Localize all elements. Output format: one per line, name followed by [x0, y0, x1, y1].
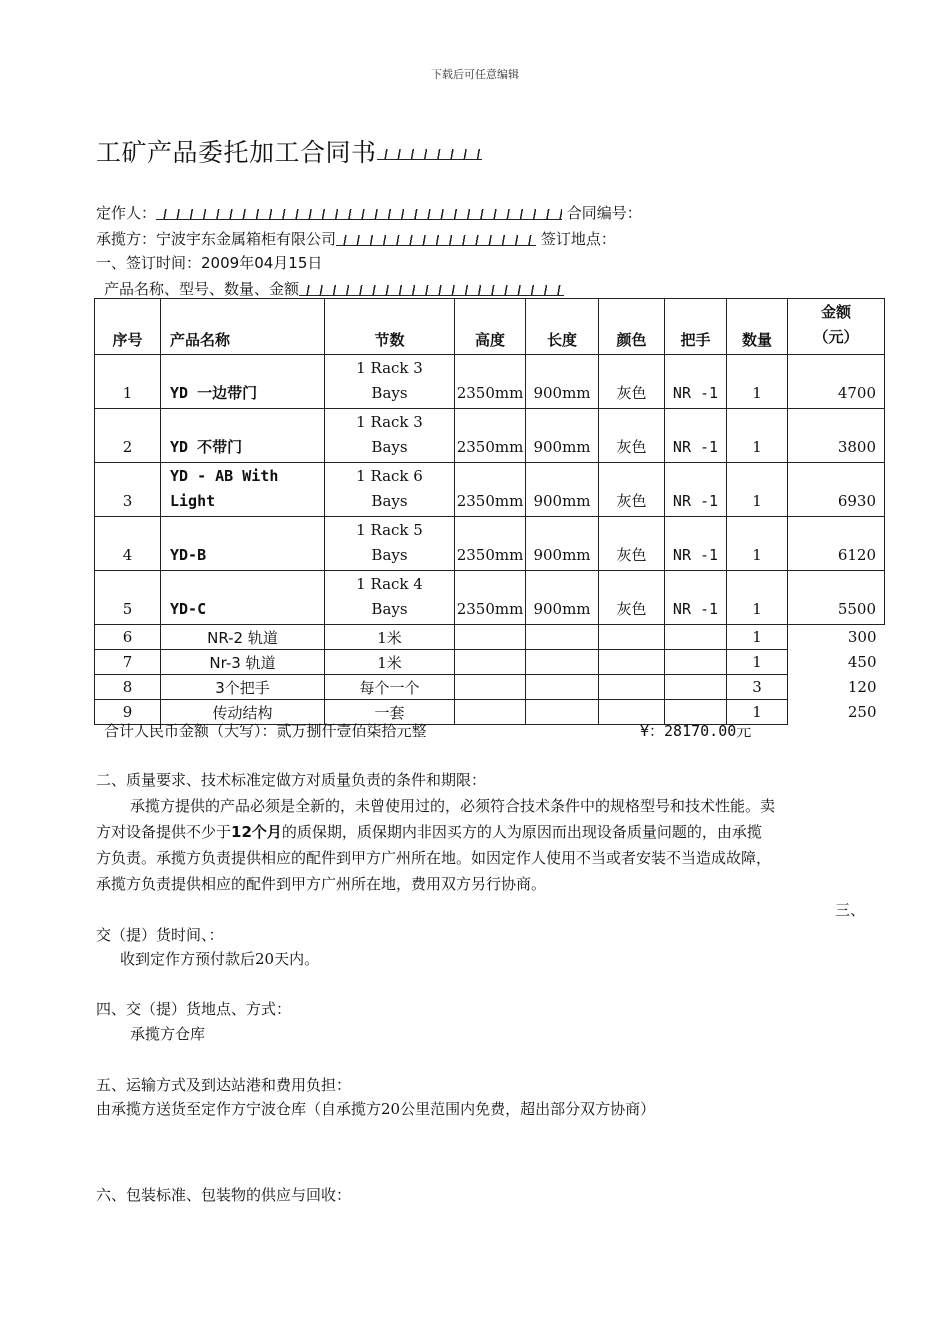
sections-line2: Bays [371, 384, 408, 402]
row-length: 900mm [526, 463, 599, 517]
section-2-line3: 方负责。承揽方负责提供相应的配件到甲方广州所在地。如因定作人使用不当或者安装不当造成故障， [96, 849, 772, 867]
contract-no-label: 合同编号： [566, 204, 642, 222]
row-handle [665, 675, 727, 700]
title-text: 工矿产品委托加工合同书 [96, 138, 377, 167]
header-cell: 序号 [95, 299, 161, 355]
sign-time-label: 一、签订时间： [96, 254, 202, 272]
row-amount: 300 [847, 628, 877, 647]
sections-line1: 1 Rack 4 [356, 575, 423, 593]
product-line [104, 278, 564, 299]
table-row [95, 463, 885, 517]
row-handle: NR -1 [665, 517, 727, 571]
header-amount-line1: 金额 [820, 303, 851, 321]
sections-line1: 1 Rack 6 [356, 467, 423, 485]
header-cell: 节数 [325, 299, 455, 355]
row-qty: 1 [727, 409, 788, 463]
row-sections [325, 517, 455, 571]
row-length: 900mm [526, 517, 599, 571]
sections-line1: 1 Rack 5 [356, 521, 423, 539]
row-qty: 1 [727, 650, 788, 675]
row-amount: 6120 [788, 517, 885, 571]
row-height: 2350mm [455, 355, 526, 409]
row-no: 5 [95, 571, 161, 625]
contractor-name: 宁波宇东金属箱柜有限公司 [156, 230, 337, 248]
row-color: 灰色 [599, 571, 665, 625]
section-3-body: 收到定作方预付款后20天内。 [120, 950, 320, 968]
row-length: 900mm [526, 409, 599, 463]
product-line-blank [299, 285, 564, 296]
row-amount: 6930 [788, 463, 885, 517]
sign-place-label: 签订地点： [540, 230, 616, 248]
contractor-line [96, 228, 616, 249]
orderer-line [96, 202, 642, 223]
row-sections [325, 355, 455, 409]
row-name: YD 不带门 [161, 409, 325, 463]
row-qty: 1 [727, 355, 788, 409]
row-color [599, 675, 665, 700]
row-name: YD 一边带门 [161, 355, 325, 409]
row-handle [665, 625, 727, 650]
row-height: 2350mm [455, 571, 526, 625]
title-underline [377, 149, 482, 160]
row-qty: 1 [727, 517, 788, 571]
section-4-title: 四、交（提）货地点、方式： [96, 1000, 292, 1018]
sections-line2: Bays [371, 438, 408, 456]
header-cell: 产品名称 [161, 299, 325, 355]
row-amount: 250 [847, 703, 877, 721]
section-3-title: 交（提）货时间、： [96, 926, 224, 944]
row-qty: 1 [727, 700, 788, 725]
row-color: 灰色 [599, 355, 665, 409]
table-row [95, 409, 885, 463]
section-3-number: 三、 [835, 901, 866, 919]
orderer-blank [156, 209, 562, 220]
row-no: 8 [95, 675, 161, 700]
row-sections [325, 571, 455, 625]
header-note: 下载后可任意编辑 [431, 68, 519, 81]
row-handle: NR -1 [665, 571, 727, 625]
row-name: YD-B [161, 517, 325, 571]
row-qty: 1 [727, 571, 788, 625]
header-cell: 长度 [526, 299, 599, 355]
row-color: 灰色 [599, 517, 665, 571]
row-height: 2350mm [455, 463, 526, 517]
row-sections: 1米 [325, 650, 455, 675]
row-sections [325, 409, 455, 463]
header-cell: 把手 [665, 299, 727, 355]
row-height: 2350mm [455, 517, 526, 571]
row-length [526, 700, 599, 725]
product-line-label: 产品名称、型号、数量、金额 [104, 280, 300, 298]
section-2-title: 二、质量要求、技术标准定做方对质量负责的条件和期限： [96, 771, 487, 789]
row-name: 3个把手 [161, 675, 325, 700]
row-amount: 4700 [788, 355, 885, 409]
row-handle [665, 650, 727, 675]
contractor-blank [336, 235, 536, 246]
row-color: 灰色 [599, 409, 665, 463]
row-color [599, 650, 665, 675]
row-name-line2: Light [170, 492, 216, 510]
row-sections: 1米 [325, 625, 455, 650]
sections-line1: 1 Rack 3 [356, 359, 423, 377]
row-amount: 5500 [788, 571, 885, 625]
row-name: NR-2 轨道 [161, 625, 325, 650]
row-length [526, 625, 599, 650]
sections-line2: Bays [371, 546, 408, 564]
row-length [526, 650, 599, 675]
header-cell-amount [788, 299, 885, 355]
header-cell: 数量 [727, 299, 788, 355]
row-height [455, 650, 526, 675]
row-no: 3 [95, 463, 161, 517]
row-sections [325, 463, 455, 517]
section-2-line4: 承揽方负责提供相应的配件到甲方广州所在地，费用双方另行协商。 [96, 875, 547, 893]
total-value: ¥：28170.00元 [640, 722, 752, 740]
row-name: YD-C [161, 571, 325, 625]
row-length: 900mm [526, 355, 599, 409]
row-qty: 3 [727, 675, 788, 700]
section-2-line1: 承揽方提供的产品必须是全新的，未曾使用过的，必须符合技术条件中的规格型号和技术性能。卖 [130, 797, 776, 815]
row-height [455, 675, 526, 700]
section-2-line2-c: 的质保期，质保期内非因买方的人为原因而出现设备质量问题的，由承揽 [281, 823, 762, 841]
row-no: 9 [95, 700, 161, 725]
table-row [95, 571, 885, 625]
row-amount: 450 [847, 653, 877, 671]
sections-line2: Bays [371, 600, 408, 618]
row-no: 1 [95, 355, 161, 409]
sections-line2: Bays [371, 492, 408, 510]
contractor-label: 承揽方： [96, 230, 157, 248]
page-title [96, 133, 482, 169]
header-cell: 高度 [455, 299, 526, 355]
section-2-line2 [96, 819, 762, 845]
row-length: 900mm [526, 571, 599, 625]
section-2-line2-a: 方对设备提供不少于 [96, 823, 232, 841]
row-qty: 1 [727, 463, 788, 517]
table-row [95, 650, 885, 675]
row-color [599, 625, 665, 650]
section-4-body: 承揽方仓库 [130, 1025, 206, 1043]
table-row [95, 675, 885, 700]
table-row [95, 355, 885, 409]
row-no: 6 [95, 625, 161, 650]
row-height: 2350mm [455, 409, 526, 463]
row-amount: 3800 [788, 409, 885, 463]
header-cell: 颜色 [599, 299, 665, 355]
row-height [455, 700, 526, 725]
section-5-title: 五、运输方式及到达站港和费用负担： [96, 1076, 352, 1094]
row-name-line1: YD - AB With [170, 467, 279, 485]
row-handle: NR -1 [665, 409, 727, 463]
table-row [95, 517, 885, 571]
table-row [95, 625, 885, 650]
sign-time-value: 2009年04月15日 [201, 254, 323, 272]
row-length [526, 675, 599, 700]
row-handle: NR -1 [665, 463, 727, 517]
row-height [455, 625, 526, 650]
row-handle: NR -1 [665, 355, 727, 409]
row-sections: 每个一个 [325, 675, 455, 700]
row-sections: 一套 [325, 700, 455, 725]
row-no: 4 [95, 517, 161, 571]
row-name: 传动结构 [161, 700, 325, 725]
row-name: Nr-3 轨道 [161, 650, 325, 675]
table-header-row [95, 299, 885, 355]
sections-line1: 1 Rack 3 [356, 413, 423, 431]
row-no: 7 [95, 650, 161, 675]
section-6-title: 六、包装标准、包装物的供应与回收： [96, 1186, 352, 1204]
orderer-label: 定作人： [96, 204, 157, 222]
row-qty: 1 [727, 625, 788, 650]
row-name [161, 463, 325, 517]
sign-time-line [96, 252, 322, 273]
total-label: 合计人民币金额（大写）：贰万捌仟壹佰柒拾元整 [104, 722, 427, 740]
row-amount: 120 [847, 678, 877, 696]
row-no: 2 [95, 409, 161, 463]
warranty-period: 12个月 [231, 823, 282, 841]
goods-table [94, 298, 885, 725]
header-amount-line2: （元） [813, 328, 859, 346]
section-5-body: 由承揽方送货至定作方宁波仓库（自承揽方20公里范围内免费，超出部分双方协商） [96, 1100, 656, 1118]
row-color: 灰色 [599, 463, 665, 517]
